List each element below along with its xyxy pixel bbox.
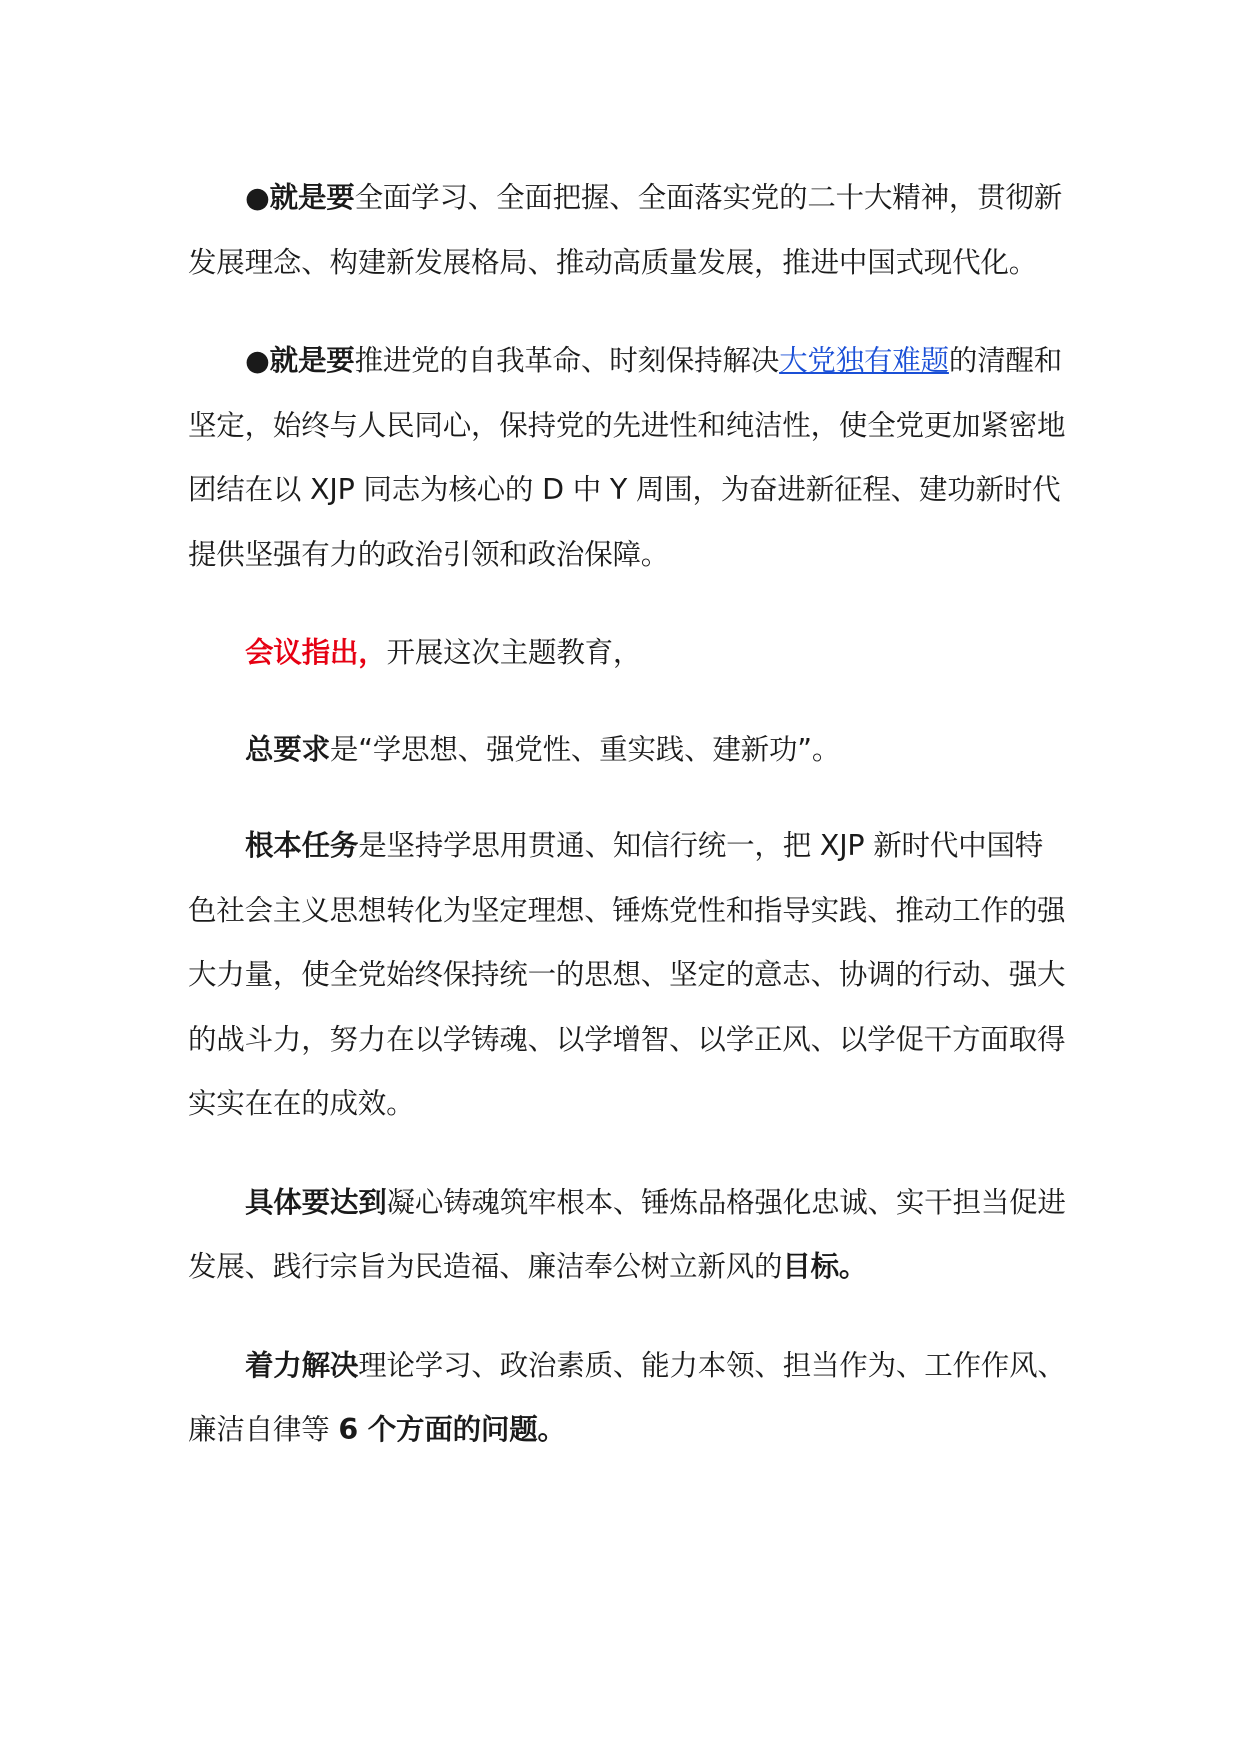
paragraph-1-text: 全面学习、全面把握、全面落实党的二十大精神，贯彻新发展理念、构建新发展格局、推动高质量发展，推进中国式现代化。 [188,181,1063,279]
paragraph-6-text: 凝心铸魂筑牢根本、锤炼品格强化忠诚、实干担当促进发展、践行宗旨为民造福、廉洁奉公树立新风的 [188,1185,1066,1283]
document-body [188,166,1068,1497]
paragraph-5-text: 是坚持学思用贯通、知信行统一，把 XJP 新时代中国特色社会主义思想转化为坚定理想、锤炼党性和指导实践、推动工作的强大力量，使全党始终保持统一的思想、坚定的意志、协调的行动、强大的战斗力，努力在以学铸魂、以学增智、以学正风、以学促干方面取得实实在在的成效。 [188,829,1066,1120]
paragraph-7-text: 理论学习、政治素质、能力本领、担当作为、工作作风、廉洁自律等 [188,1348,1066,1446]
paragraph-4-text: 是“学思想、强党性、重实践、建新功”。 [329,732,841,766]
paragraph-2 [188,329,1068,587]
paragraph-4 [188,718,1068,783]
hyperlink-big-party-problems[interactable]: 大党独有难题 [779,344,949,377]
paragraph-5-lead: 根本任务 [245,829,359,862]
paragraph-7-tail: 6 个方面的问题。 [338,1413,566,1446]
paragraph-7-lead: 着力解决 [245,1348,359,1382]
paragraph-4-lead: 总要求 [245,732,330,766]
paragraph-6-lead: 具体要达到 [245,1185,387,1219]
paragraph-6 [188,1171,1068,1300]
paragraph-2-text-after: 的清醒和坚定，始终与人民同心，保持党的先进性和纯洁性，使全党更加紧密地团结在以 XJP 同志为核心的 D 中 Y 周围，为奋进新征程、建功新时代提供坚强有力的政治引领和政治保障。 [188,344,1066,571]
paragraph-2-text-before: 推进党的自我革命、时刻保持解决 [354,344,780,377]
paragraph-2-lead: ●就是要 [245,344,355,377]
paragraph-3 [188,621,1068,686]
paragraph-6-tail: 目标。 [782,1250,868,1283]
paragraph-5 [188,814,1068,1137]
paragraph-3-lead: 会议指出， [245,636,387,669]
paragraph-1 [188,166,1068,295]
paragraph-7 [188,1334,1068,1463]
paragraph-3-text: 开展这次主题教育， [386,636,642,669]
paragraph-1-lead: ●就是要 [245,181,355,214]
